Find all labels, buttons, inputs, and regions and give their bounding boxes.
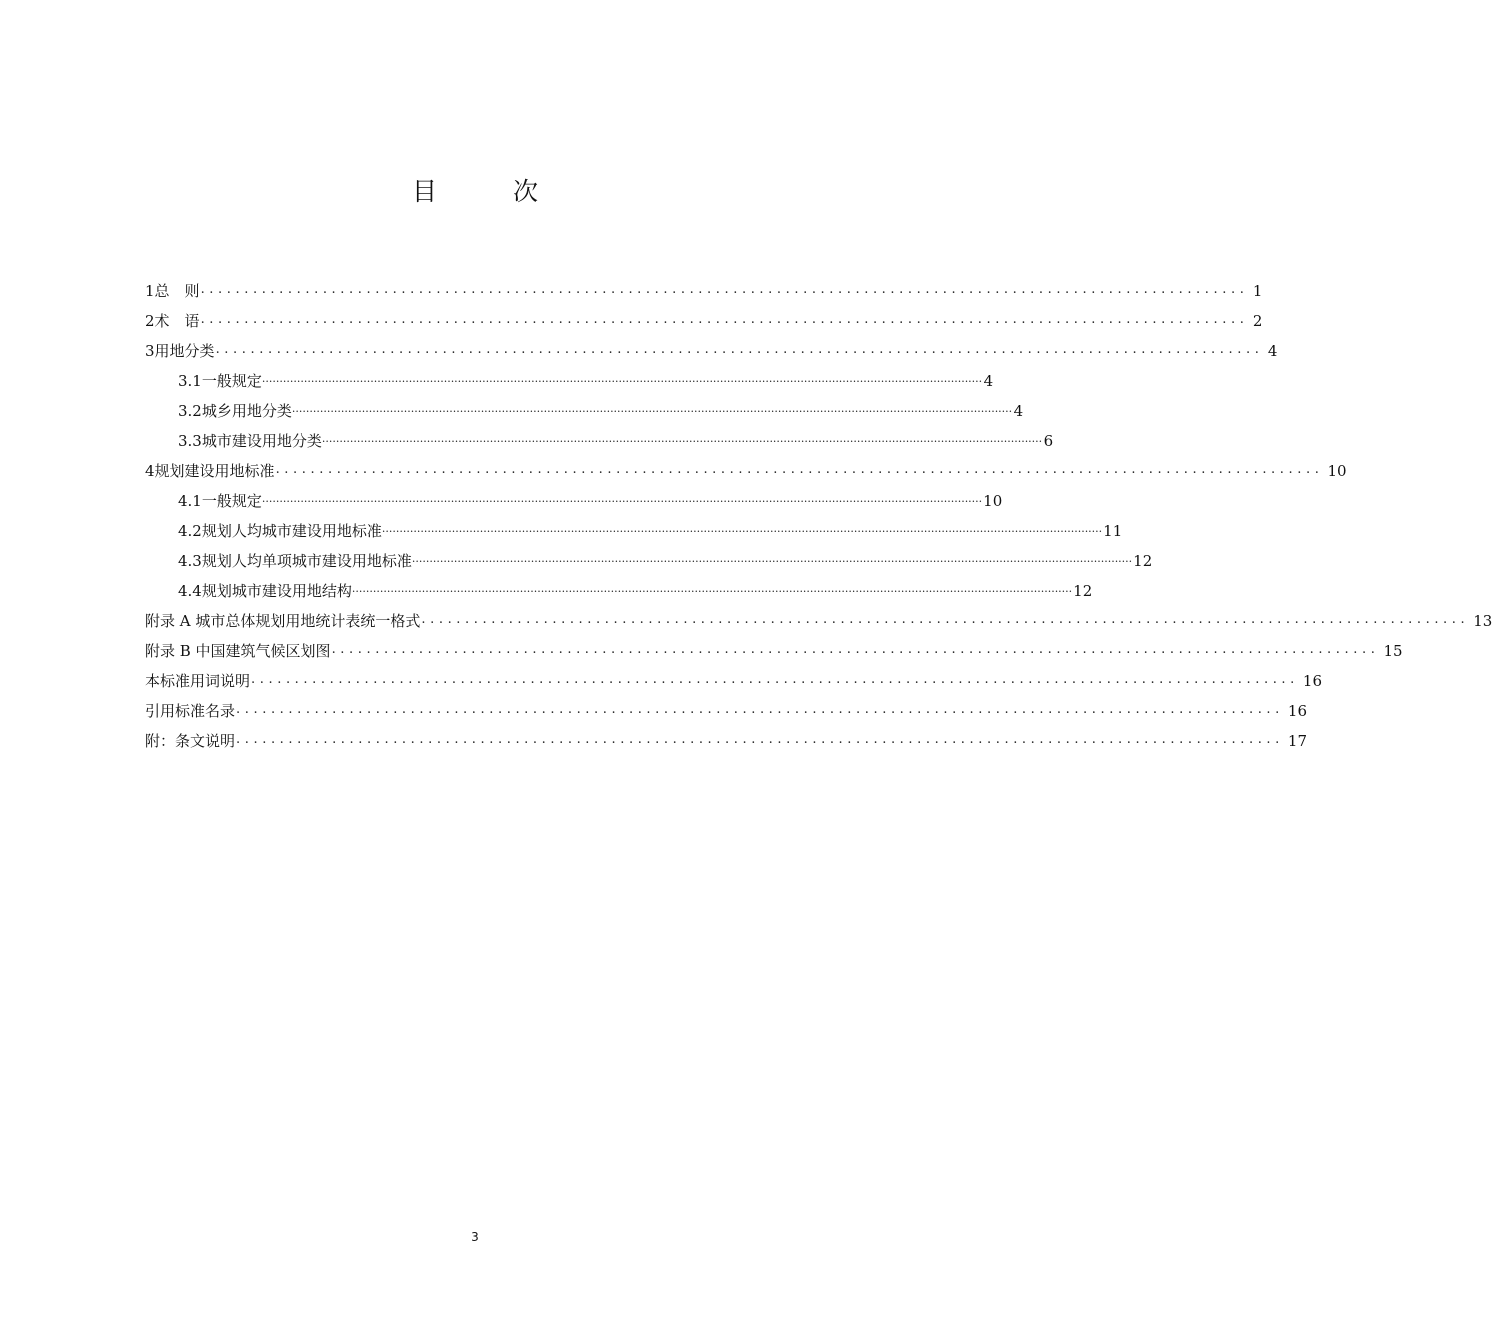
toc-entry-page: 4 bbox=[1013, 402, 1024, 420]
toc-leader: ........................................................................................................................ bbox=[236, 732, 1284, 747]
toc-entry[interactable] bbox=[145, 666, 1322, 696]
page-number: 3 bbox=[471, 1230, 479, 1244]
toc-entry-label: 引用标准名录 bbox=[145, 702, 236, 720]
toc-entry[interactable] bbox=[145, 276, 1263, 306]
toc-entry-number: 3.1 bbox=[178, 372, 202, 390]
toc-entry-label: 总 则 bbox=[154, 282, 200, 300]
toc-entry-number: 4.4 bbox=[178, 582, 202, 600]
toc-entry-page: 1 bbox=[1252, 282, 1263, 300]
toc-subentry[interactable] bbox=[145, 486, 1003, 516]
toc-entry-number: 4.1 bbox=[178, 492, 202, 510]
toc-subentry[interactable] bbox=[145, 546, 1153, 576]
toc-leader: ........................................................................................................................ bbox=[275, 462, 1324, 477]
toc-leader: ........................................................................................................................ bbox=[200, 312, 1249, 327]
toc-entry[interactable] bbox=[145, 726, 1307, 756]
toc-entry-label: 城乡用地分类 bbox=[201, 402, 292, 420]
toc-leader: .............................................................................................................................................................................................................. bbox=[381, 522, 1103, 535]
toc-entry-label: 规划人均城市建设用地标准 bbox=[201, 522, 382, 540]
toc-entry-number: 3.3 bbox=[178, 432, 202, 450]
toc-entry-label: 附录 B 中国建筑气候区划图 bbox=[145, 642, 331, 660]
toc-subentry[interactable] bbox=[145, 516, 1123, 546]
toc-entry-page: 15 bbox=[1383, 642, 1403, 660]
toc-entry-number: 1 bbox=[145, 282, 155, 300]
toc-entry-label: 一般规定 bbox=[201, 372, 262, 390]
toc-subentry[interactable] bbox=[145, 396, 1024, 426]
toc-entry-number: 2 bbox=[145, 312, 155, 330]
toc-leader: .............................................................................................................................................................................................................. bbox=[321, 432, 1043, 445]
toc-entry-number: 3 bbox=[145, 342, 155, 360]
toc-leader: .............................................................................................................................................................................................................. bbox=[261, 372, 983, 385]
toc-entry-label: 附：条文说明 bbox=[145, 732, 236, 750]
toc-entry-number: 3.2 bbox=[178, 402, 202, 420]
page-title bbox=[0, 172, 950, 208]
toc-subentry[interactable] bbox=[145, 576, 1093, 606]
toc-entry[interactable] bbox=[145, 336, 1278, 366]
toc-entry[interactable] bbox=[145, 696, 1307, 726]
toc-entry-label: 规划人均单项城市建设用地标准 bbox=[201, 552, 412, 570]
toc-entry[interactable] bbox=[145, 306, 1263, 336]
toc-entry-page: 4 bbox=[983, 372, 994, 390]
toc-entry-label: 城市建设用地分类 bbox=[201, 432, 322, 450]
toc-leader: ........................................................................................................................ bbox=[331, 642, 1380, 657]
toc-leader: .............................................................................................................................................................................................................. bbox=[411, 552, 1133, 565]
toc-entry[interactable] bbox=[145, 456, 1347, 486]
toc-leader: ........................................................................................................................ bbox=[236, 702, 1284, 717]
toc-leader: ........................................................................................................................ bbox=[200, 282, 1249, 297]
toc-entry-label: 附录 A 城市总体规划用地统计表统一格式 bbox=[145, 612, 421, 630]
toc-entry-page: 16 bbox=[1302, 672, 1322, 690]
title-char-2: 次 bbox=[513, 177, 539, 206]
toc-entry-page: 11 bbox=[1103, 522, 1123, 540]
toc-entry-label: 一般规定 bbox=[201, 492, 262, 510]
toc-entry-page: 10 bbox=[1327, 462, 1347, 480]
toc-entry-page: 4 bbox=[1267, 342, 1278, 360]
table-of-contents bbox=[145, 276, 1492, 756]
toc-entry-label: 用地分类 bbox=[154, 342, 215, 360]
toc-entry-page: 12 bbox=[1073, 582, 1093, 600]
toc-entry-page: 12 bbox=[1133, 552, 1153, 570]
toc-entry-label: 规划城市建设用地结构 bbox=[201, 582, 352, 600]
toc-entry-label: 术 语 bbox=[154, 312, 200, 330]
toc-entry-page: 16 bbox=[1287, 702, 1307, 720]
toc-entry-number: 4.2 bbox=[178, 522, 202, 540]
toc-entry-label: 本标准用词说明 bbox=[145, 672, 251, 690]
toc-leader: ........................................................................................................................ bbox=[215, 342, 1264, 357]
toc-leader: .............................................................................................................................................................................................................. bbox=[291, 402, 1013, 415]
toc-entry-page: 10 bbox=[983, 492, 1003, 510]
title-char-1: 目 bbox=[411, 177, 437, 206]
toc-subentry[interactable] bbox=[145, 426, 1054, 456]
toc-entry[interactable] bbox=[145, 636, 1403, 666]
toc-entry-number: 4.3 bbox=[178, 552, 202, 570]
toc-leader: .............................................................................................................................................................................................................. bbox=[351, 582, 1073, 595]
toc-entry-label: 规划建设用地标准 bbox=[154, 462, 275, 480]
toc-entry-page: 17 bbox=[1287, 732, 1307, 750]
toc-leader: ........................................................................................................................ bbox=[421, 612, 1470, 627]
toc-entry-page: 6 bbox=[1043, 432, 1054, 450]
toc-subentry[interactable] bbox=[145, 366, 994, 396]
toc-entry[interactable] bbox=[145, 606, 1492, 636]
toc-entry-page: 13 bbox=[1473, 612, 1492, 630]
toc-entry-page: 2 bbox=[1252, 312, 1263, 330]
toc-leader: ........................................................................................................................ bbox=[251, 672, 1299, 687]
toc-entry-number: 4 bbox=[145, 462, 155, 480]
toc-leader: .............................................................................................................................................................................................................. bbox=[261, 492, 983, 505]
